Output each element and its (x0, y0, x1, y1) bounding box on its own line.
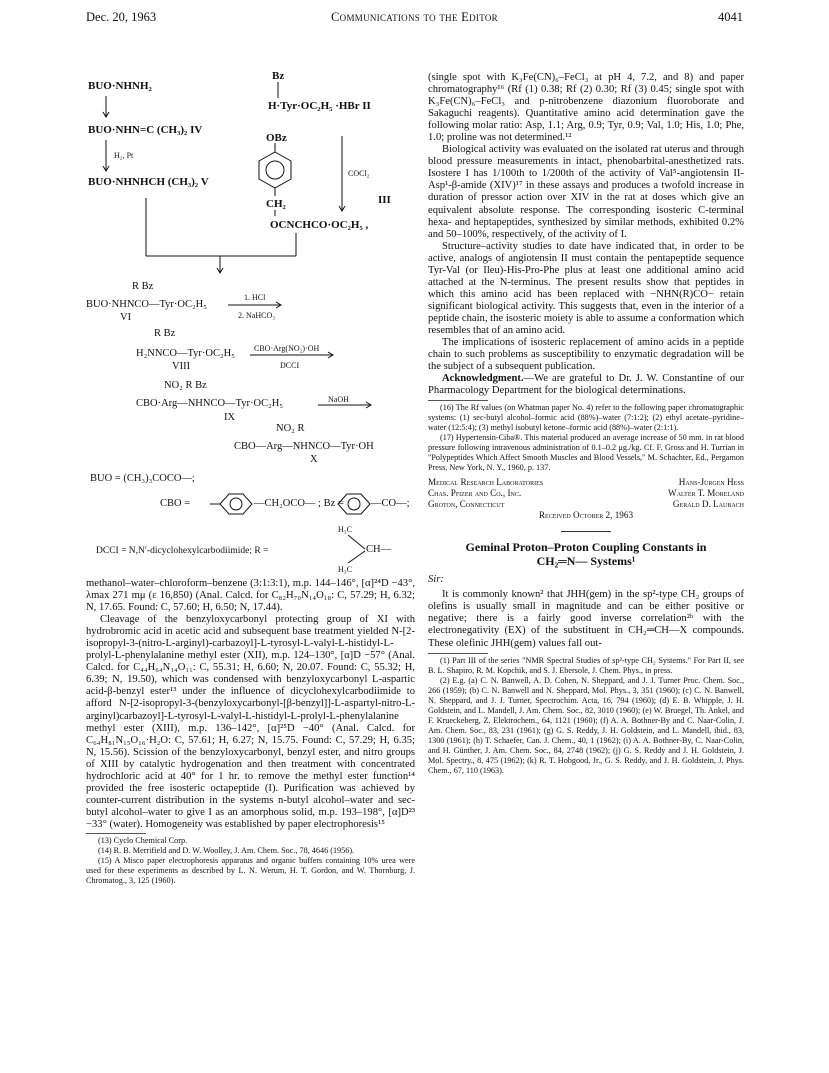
acknowledgment-text: —We are grateful to Dr. J. W. Constantine of our Pharmacology Department for the biological determinations. (428, 373, 744, 397)
compound-ii-substituent: Bz (272, 70, 285, 82)
article-title-line-2: CH₂═N— Systems¹ (536, 554, 636, 569)
running-header (0, 10, 829, 30)
definition-dcci: DCCI = N,N′-dicyclohexylcarbodiimide; R = (96, 546, 269, 556)
reagent-dcci: DCCI (280, 361, 300, 370)
compound-iv: BUO·NHN=C (CH₃)₂ IV (88, 124, 203, 136)
geminal-footnotes (428, 656, 744, 776)
received-date: Received October 2, 1963 (538, 510, 634, 521)
footnote-2: (2) E.g. (a) C. N. Banwell, A. D. Cohen, N. Sheppard, and J. J. Turner Proc. Chem. Soc., 266 (1959); (b) C. N. Banwell and N. Sheppard, Mol. Phys., 3, 351 (1960); (c) C. N. Banwell, N. Sheppard, and J. J. Turner, Spectrochim. Acta, 16, 794 (1960); (d) E. B. Whipple, J. H. Goldstein, and L. Mandell, J. Am. Chem. Soc., 82, 3010 (1960); (e) W. Bruegel, Th. Ankel, and F. Krueckeberg, Z. Elektrochem., 64, 1121 (1960); (f) A. A. Bothner-By and C. Naar-Colin, J. Am. Chem. Soc., 83, 231 (1961); (g) G. S. Reddy, J. H. Goldstein, and L. Mandell, ibid., 83, 1300 (1961); (h) T. Schaefer, Can. J. Chem., 40, 1 (1962); (i) A. A. Bothner-By, C. Naar-Colin, and H. Günther, J. Am. Chem. Soc., 84, 2748 (1962); (j) G. S. Reddy and J. H. Goldstein, J. Mol. Spectry., 8, 475 (1962); (k) R. T. Hobgood, Jr., G. S. Reddy, and J. H. Goldstein, J. Phys. Chem., 67, 110 (1963). (428, 675, 744, 775)
compound-iii: OCNCHCO·OC₂H₅ , (270, 219, 369, 231)
paragraph-geminal: It is commonly known² that JHH(gem) in the sp²-type CH₂ groups of olefins is usually small in magnitude and can be either positive or negative; there is a fairly good inverse correlation²ʰ with the electronegativity (EX) of the substituent in CH₂═CH—X compounds. These olefinic JHH(gem) values fall out- (428, 589, 744, 649)
compound-vi-substituents: R Bz (132, 281, 154, 292)
left-column (86, 578, 415, 886)
compound-vi: BUO·NHNCO—Tyr·OC₂H₅ (86, 299, 207, 310)
left-footnotes (86, 836, 415, 886)
reaction-scheme (80, 70, 410, 575)
compound-iii-obz: OBz (266, 132, 287, 144)
paragraph-acknowledgment (428, 373, 744, 397)
reagent-nahco3: 2. NaHCO₃ (238, 311, 276, 320)
footnote-1: (1) Part III of the series "NMR Spectral Studies of sp²-type CH₂ Systems." For Part II, see B. L. Shapiro, R. M. Kopchik, and S. J. Ebersole, J. Chem. Phys., in press. (428, 655, 744, 675)
footnote-13: (13) Cyclo Chemical Corp. (98, 835, 188, 845)
affiliation-line-3: Groton, Connecticut (428, 499, 505, 510)
definition-bz-rest: —CO—; (371, 498, 410, 509)
right-column (428, 72, 744, 776)
author-1: Hans-Jürgen Hess (678, 477, 744, 488)
paragraph-biological-activity: Biological activity was evaluated on the isolated rat uterus and through blood pressure measurements in intact, phenobarbital-anesthetized rats. Isostere I has 1/100th to 1/200th of the activity of Val⁵-angiotensin II-Asp¹-β-amide (XIV)¹⁷ in these assays and produces a twofold increase in duration of pressor action over XIV in the rat at doses which give an equivalent absolute response. The corresponding isosteric C-terminal hexa- and heptapeptides, synthesized by similar methods, exhibited 0.2% and 50–100%, respectively, of the activity of I. (428, 144, 744, 240)
footnote-15: (15) A Misco paper electrophoresis apparatus and organic buffers containing 10% urea were used for these experiments as described by L. N. Werum, H. T. Gordon, and W. Thornburg, J. Chromatog., 3, 125 (1960). (86, 855, 415, 885)
reagent-cocl2: COCl₂ (348, 169, 370, 178)
compound-ii: H·Tyr·OC₂H₅ ·HBr II (268, 100, 371, 112)
salutation: Sir: (428, 574, 444, 586)
compound-x-label: X (310, 454, 318, 465)
reagent-hcl: 1. HCl (244, 293, 266, 302)
reagent-naoh: NaOH (328, 395, 349, 404)
compound-vi-label: VI (120, 312, 132, 323)
compound-viii-substituents: R Bz (154, 328, 176, 339)
compound-viii: H₂NNCO—Tyr·OC₂H₅ (136, 348, 235, 359)
definition-buo: BUO = (CH₃)₃COCO—; (90, 473, 195, 484)
footnote-16: (16) The Rf values (on Whatman paper No. 4) refer to the following paper chromatographic systems: (1) sec-butyl alcohol–formic acid (88%)–water (7:1:2); (2) ethyl acetate–pyridine–water (12:5:4); (3) methyl isobutyl ketone–formic acid (88%)–water (2:1:1). (428, 403, 744, 433)
footnote-17: (17) Hypertensin-Ciba®. This material produced an average increase of 50 mm. in rat blood pressure following intravenous administration of 0.1–0.2 μg./kg. Cf. F. Gross and H. Turrian in "Polypeptides Which Affect Smooth Muscles and Blood Vessels," M. Schachter, Ed., Pergamon Press, New York, N. Y., 1960, p. 137. (428, 433, 744, 473)
reagent-h2-pt: H₂, Pt (114, 151, 134, 160)
section-divider (561, 531, 611, 532)
compound-ix-label: IX (224, 412, 236, 423)
isopropyl-ch: CH— (366, 544, 392, 555)
article-title-line-1: Geminal Proton–Proton Coupling Constants in (465, 540, 707, 555)
author-3: Gerald D. Laubach (672, 499, 744, 510)
isopropyl-h3c-bottom: H₃C (338, 565, 352, 574)
compound-v: BUO·NHNHCH (CH₃)₂ V (88, 176, 209, 188)
header-date: Dec. 20, 1963 (86, 10, 157, 24)
header-page-number: 4041 (718, 10, 743, 24)
definition-cbo: CBO = (160, 498, 191, 509)
footnote-rule (428, 653, 488, 654)
reagent-cbo-arg: CBO·Arg(NO₂)·OH (254, 344, 320, 353)
compound-iii-label: III (378, 194, 391, 206)
right-footnotes (428, 403, 744, 473)
footnote-rule (428, 400, 488, 401)
paragraph-structure-activity: Structure–activity studies to date have indicated that, in order to be active, analogs of angiotensin II must contain the pentapeptide sequence Tyr-Val (or Ileu)-His-Pro-Phe plus at least one additional amino acid attached at the N-terminus. The present results show that peptides in which this amino acid has been replaced with −NHN(R)CO− retain significant biological activity. This suggests that, even in the interior of a peptide chain, the isosteric moiety is able to assume a conformation which resembles that of an amino acid. (428, 240, 744, 336)
acknowledgment-heading: Acknowledgment. (442, 373, 524, 385)
paragraph-implications: The implications of isosteric replacement of amino acids in a peptide chain to such problems as susceptibility to enzymatic degradation will be the subject of a subsequent publication. (428, 337, 744, 373)
isopropyl-h3c-top: H₃C (338, 525, 352, 534)
compound-buo-nhnh2: BUO·NHNH₂ (88, 80, 152, 92)
footnote-rule (86, 833, 146, 834)
paragraph-cleavage: Cleavage of the benzyloxycarbonyl protecting group of XI with hydrobromic acid in acetic acid and subsequent base treatment yielded N-[2-isopropyl-3-(nitro-L-arginyl)-carbazoyl]-L-tyrosyl-L-valyl-L-histidyl-L-prolyl-L-phenylalanine methyl ester (XII), m.p. 124–130°, [α]D −57° (Anal. Calcd. for C₄₄H₆₄N₁₄O₁₁: C, 55.31; H, 6.60; N, 20.07. Found: C, 55.32; H, 6.39; N, 19.50), which was condensed with benzyloxycarbonyl L-aspartic acid-β-benzyl ester¹³ under the influence of dicyclohexylcarbodiimide to afford N-[2-isopropyl-3-(benzyloxycarbonyl-[β-benzyl]]-L-aspartyl-nitro-L-arginyl)carbazoyl]-L-tyrosyl-L-valyl-L-histidyl-L-prolyl-L-phenylalanine methyl ester (XIII), m.p. 136–142°, [α]²⁵D −40° (Anal. Calcd. for C₆₄H₈₁N₁₅O₁₆·H₂O: C, 57.61; H, 6.27; N, 15.75. Found: C, 57.29; H, 6.35; N, 15.56). Scission of the benzyloxycarbonyl, benzyl ester, and nitro groups of XIII by catalytic hydrogenation and then treatment with concentrated hydrochloric acid at 40° for 1 hr. to remove the methyl ester function¹⁴ provided the free isosteric octapeptide (I). Purification was achieved by counter-current distribution in the systems n-butyl alcohol–water and sec-butyl alcohol–water to give I as an amorphous solid, m.p. 193–198°, [α]D²³ −33° (water). Homogeneity was established by paper electrophoresis¹⁵ (86, 614, 415, 830)
affiliation-line-2: Chas. Pfizer and Co., Inc. (428, 488, 522, 499)
author-2: Walter T. Moreland (668, 488, 744, 499)
compound-x-substituents: NO₂ R (276, 423, 305, 434)
header-journal: Communications to the Editor (331, 10, 498, 24)
compound-viii-label: VIII (172, 361, 191, 372)
compound-iii-ch2: CH₂ (266, 198, 286, 210)
footnote-14: (14) R. B. Merrifield and D. W. Woolley, J. Am. Chem. Soc., 78, 4646 (1956). (98, 845, 355, 855)
compound-ix-substituents: NO₂ R Bz (164, 380, 207, 391)
affiliation-line-1: Medical Research Laboratories (428, 477, 544, 488)
definition-cbo-rest: —CH₂OCO— ; Bz = (254, 498, 344, 509)
compound-ix: CBO·Arg—NHNCO—Tyr·OC₂H₅ (136, 398, 283, 409)
affiliation-block (428, 477, 744, 510)
paragraph-spot-tests: (single spot with K₃Fe(CN)₆–FeCl₃ at pH 4, 7.2, and 8) and paper chromatography¹⁶ (Rf (1) 0.38; Rf (2) 0.30; Rf (3) 0.45; single spot with K₃Fe(CN)₆–FeCl₃ and p-nitrobenzene diazonium fluoroborate and Sakaguchi reagents). Quantitative amino acid determination gave the following molar ratio: Asp, 1.1; Arg, 0.9; Tyr, 0.9; Val, 1.0; His, 1.0; Phe, 1.0; proline was not determined.¹² (428, 72, 744, 144)
paragraph-anal-xi: methanol–water–chloroform–benzene (3:1:3:1), m.p. 144–146°, [α]²⁴D −43°, λmax 271 mμ (ε 16,850) (Anal. Calcd. for C₈₂H₇₀N₁₄O₁₈: C, 57.29; H, 6.32; N, 17.65. Found: C, 57.60; H, 6.50; N, 17.44). (86, 578, 415, 614)
compound-x: CBO—Arg—NHNCO—Tyr·OH (234, 441, 374, 452)
